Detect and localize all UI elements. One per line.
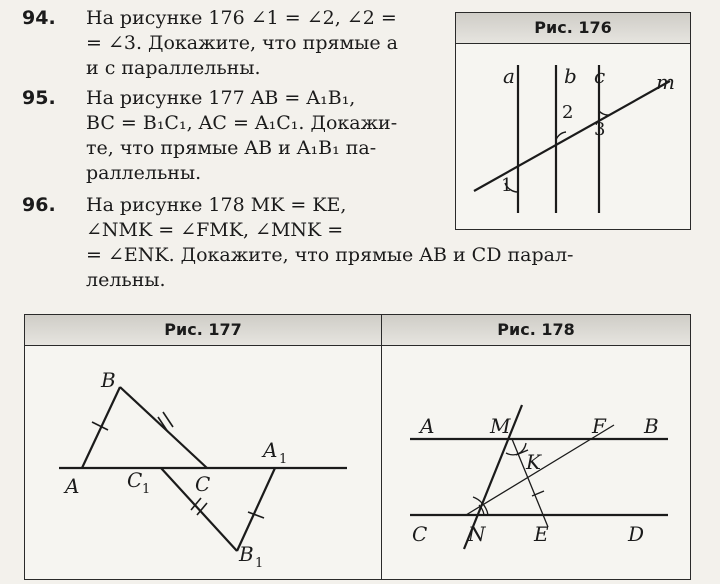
segment-A1B1: [237, 468, 275, 551]
figure-title: Рис. 178: [382, 315, 690, 346]
label-m: m: [656, 70, 675, 94]
problem-line: = ∠3. Докажите, что прямые a: [86, 32, 398, 54]
problem-line: те, что прямые AB и A₁B₁ па-: [86, 137, 377, 159]
label-E: E: [534, 522, 549, 546]
figure-176-drawing: [456, 13, 690, 229]
segment-BC: [120, 387, 207, 468]
figure-title: Рис. 176: [456, 13, 690, 44]
label-A: A: [65, 474, 80, 498]
problem-number: 96.: [22, 194, 56, 216]
problem-text: [86, 86, 397, 186]
label-A: A: [420, 414, 435, 438]
figure-178: [381, 314, 691, 580]
label-c: c: [594, 64, 606, 88]
problem-95: [22, 86, 442, 190]
problem-number: 94.: [22, 7, 56, 29]
label-K: K: [526, 450, 541, 474]
figure-177: [24, 314, 382, 580]
problem-line: ∠NMK = ∠FMK, ∠MNK =: [86, 219, 344, 241]
figure-178-drawing: [382, 315, 690, 579]
label-B1-subscript: 1: [255, 556, 264, 571]
problem-line: раллельны.: [86, 162, 202, 184]
label-M: M: [490, 414, 511, 438]
problem-text: [86, 6, 398, 81]
angle-N-arc-2: [473, 497, 482, 503]
problem-line: = ∠ENK. Докажите, что прямые AB и CD парал-: [86, 244, 574, 266]
problem-line: лельны.: [86, 269, 166, 291]
problem-line: BC = B₁C₁, AC = A₁C₁. Докажи-: [86, 112, 398, 134]
tick-A1B1: [248, 512, 264, 518]
label-b: b: [564, 64, 577, 88]
label-N: N: [468, 522, 486, 546]
segment-AB: [82, 387, 120, 468]
problem-line: и c параллельны.: [86, 57, 261, 79]
label-angle-2: 2: [562, 102, 574, 123]
label-C1-subscript: 1: [142, 482, 151, 497]
label-C1: C: [127, 468, 143, 492]
label-angle-3: 3: [594, 119, 606, 140]
label-B1: B: [239, 542, 254, 566]
label-A1: A: [263, 438, 278, 462]
angle-N-arc-1: [482, 503, 488, 515]
label-C: C: [195, 472, 211, 496]
angle-3-arc: [599, 111, 609, 115]
problem-line: На рисунке 177 AB = A₁B₁,: [86, 87, 356, 109]
problem-line: На рисунке 178 MK = KE,: [86, 194, 347, 216]
problem-94: [22, 6, 442, 86]
tick-BC-2: [163, 412, 173, 427]
angle-2-arc: [556, 132, 566, 140]
label-A1-subscript: 1: [279, 452, 288, 467]
label-F: F: [592, 414, 606, 438]
figure-176: [455, 12, 691, 230]
label-B: B: [101, 368, 116, 392]
figure-title: Рис. 177: [25, 315, 381, 346]
angle-M-arc-1: [506, 453, 518, 455]
problem-line: На рисунке 176 ∠1 = ∠2, ∠2 =: [86, 7, 397, 29]
label-a: a: [503, 64, 515, 88]
label-angle-1: 1: [501, 175, 513, 196]
problem-number: 95.: [22, 87, 56, 109]
label-D: D: [628, 522, 645, 546]
label-B: B: [644, 414, 659, 438]
label-C: C: [412, 522, 428, 546]
figure-177-drawing: [25, 315, 381, 579]
